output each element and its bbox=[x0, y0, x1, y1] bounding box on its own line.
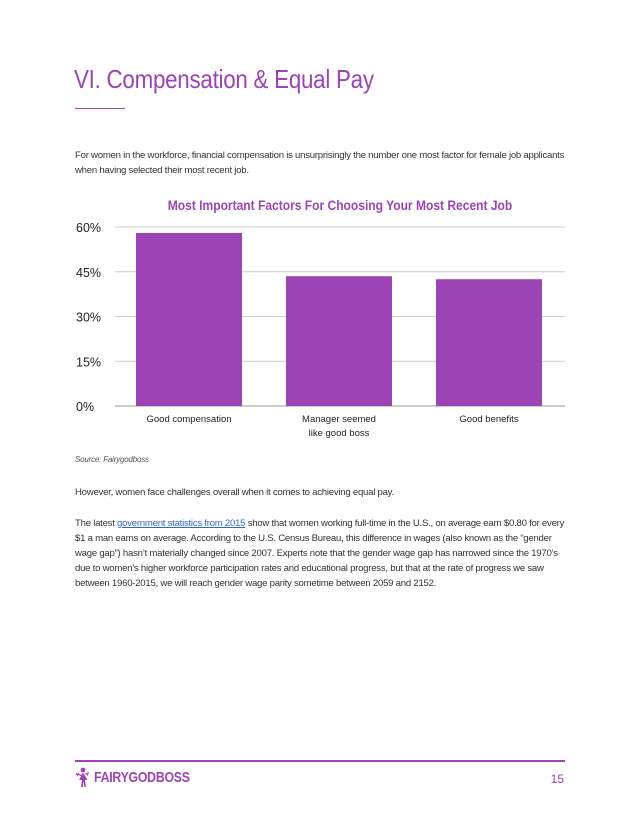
chart-source: Source: Fairygodboss bbox=[75, 455, 149, 464]
x-tick-label: like good boss bbox=[308, 428, 370, 439]
y-tick-label: 45% bbox=[76, 265, 102, 280]
logo-text: FAIRYGODBOSS bbox=[94, 768, 190, 786]
y-tick-label: 15% bbox=[76, 355, 102, 370]
intro-paragraph: For women in the workforce, financial compensation is unsurprisingly the number one most factor for female job applicants when having selected their most recent job. bbox=[75, 150, 565, 176]
bar bbox=[436, 279, 542, 406]
bar bbox=[286, 276, 392, 406]
detail-text-after-link: show that women working full-time in the U.S., on average earn $0.80 for every $1 a man earns on average. According to the U.S. Census Bureau, this difference in wages (also known as the “gender wage gap”) hasn’t materially changed since 2007. Experts note that the gender wage gap has narrowed since the 1970’s due to women’s higher workforce participation rates and educational progress, but that at the rate of progress we saw between 1960-2015, we will reach gender wage parity sometime between 2059 and 2152. bbox=[75, 518, 565, 589]
fairygodboss-logo bbox=[74, 766, 211, 788]
detail-text-before-link: The latest bbox=[75, 518, 118, 529]
x-tick-label: Manager seemed bbox=[302, 414, 376, 425]
x-tick-label: Good compensation bbox=[146, 414, 232, 425]
y-tick-label: 30% bbox=[76, 310, 102, 325]
government-statistics-link[interactable]: government statistics from 2015 bbox=[117, 518, 246, 529]
footer-divider bbox=[75, 760, 565, 762]
followup-paragraph: However, women face challenges overall when it comes to achieving equal pay. bbox=[75, 487, 394, 498]
chart-title: Most Important Factors For Choosing Your Most Recent Job bbox=[167, 197, 513, 214]
bar bbox=[136, 233, 242, 406]
detail-paragraph bbox=[75, 516, 575, 591]
page-number: 15 bbox=[550, 772, 564, 786]
page-title: VI. Compensation & Equal Pay bbox=[74, 64, 374, 94]
y-tick-label: 60% bbox=[76, 221, 102, 235]
x-tick-label: Good benefits bbox=[459, 414, 519, 425]
fairy-godmother-icon bbox=[74, 766, 92, 788]
y-tick-label: 0% bbox=[76, 400, 95, 414]
